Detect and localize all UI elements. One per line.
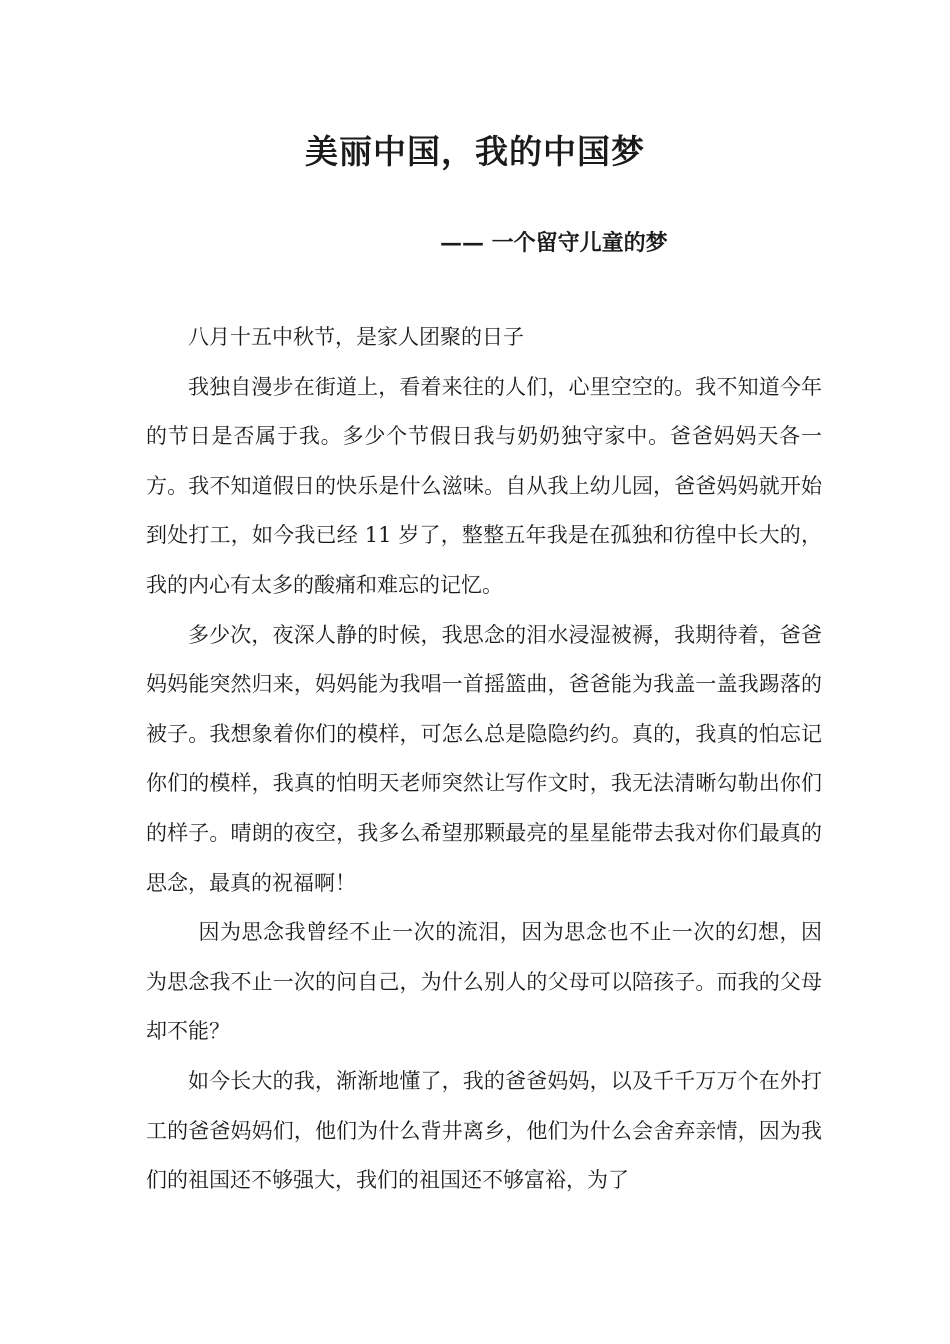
paragraph-5: 如今长大的我，渐渐地懂了，我的爸爸妈妈，以及千千万万个在外打工的爸爸妈妈们，他们为什么背井离乡，他们为什么会舍弃亲情，因为我们的祖国还不够强大，我们的祖国还不够富裕，为了	[146, 1068, 822, 1193]
document-title: 美丽中国，我的中国梦	[305, 132, 645, 171]
paragraph-4: 因为思念我曾经不止一次的流泪，因为思念也不止一次的幻想，因为思念我不止一次的问自己，为什么别人的父母可以陪孩子。而我的父母却不能？	[146, 920, 822, 1044]
paragraph-1: 八月十五中秋节，是家人团聚的日子	[188, 325, 524, 349]
document-body	[146, 313, 822, 1206]
paragraph-2: 我独自漫步在街道上，看着来往的人们，心里空空的。我不知道今年的节日是否属于我。多少个节假日我与奶奶独守家中。爸爸妈妈天各一方。我不知道假日的快乐是什么滋味。自从我上幼儿园，爸爸妈妈就开始到处打工，如今我已经 11 岁了，整整五年我是在孤独和彷徨中长大的，我的内心有太多的酸痛和难忘的记忆。	[146, 374, 822, 597]
paragraph-3: 多少次，夜深人静的时候，我思念的泪水浸湿被褥，我期待着，爸爸妈妈能突然归来，妈妈能为我唱一首摇篮曲，爸爸能为我盖一盖我踢落的被子。我想象着你们的模样，可怎么总是隐隐约约。真的，我真的怕忘记你们的模样，我真的怕明天老师突然让写作文时，我无法清晰勾勒出你们的样子。晴朗的夜空，我多么希望那颗最亮的星星能带去我对你们最真的思念，最真的祝福啊！	[146, 622, 822, 895]
document-subtitle: —— 一个留守儿童的梦	[440, 230, 668, 256]
